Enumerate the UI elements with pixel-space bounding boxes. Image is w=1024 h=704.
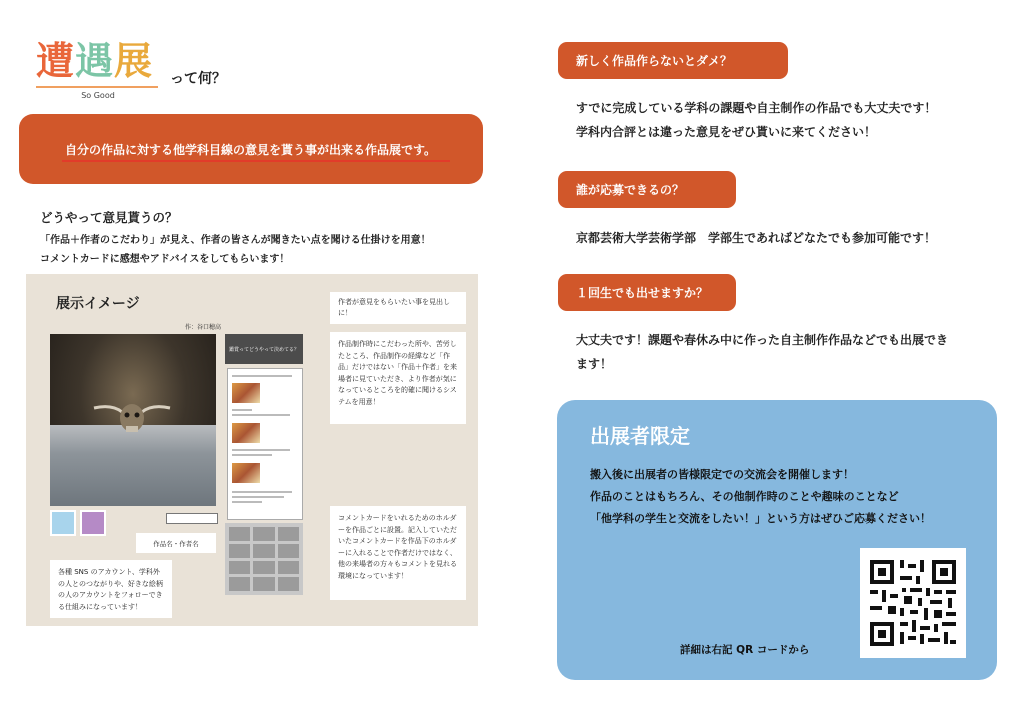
name-plate (166, 513, 218, 524)
logo-char-3: 展 (114, 39, 152, 83)
logo-subtitle: So Good (81, 91, 115, 100)
logo-underline (36, 86, 158, 88)
intro-banner-text: 自分の作品に対する他学科目線の意見を貰う事が出来る作品展です。 (65, 143, 437, 157)
exhibitor-text-3: 「他学科の学生と交流をしたい！」という方はぜひご応募ください！ (590, 512, 931, 525)
info-board (227, 368, 303, 520)
exhibitor-text-2: 作品のことはもちろん、その他制作時のことや趣味のことなど (590, 490, 899, 503)
callout-heading: 作者が意見をもらいたい事を見出しに！ (330, 292, 466, 324)
callout-holder: コメントカードをいれるためのホルダーを作品ごとに設置。記入していただいたコメントカードを作品下のホルダーに入れることで作者だけではなく、他の来場者の方々もコメントを見れる環境になっています！ (330, 506, 466, 600)
faq-answer-3a: 大丈夫です！課題や春休み中に作った自主制作作品などでも出展でき (576, 333, 949, 347)
name-label: 作品名・作者名 (136, 533, 216, 553)
faq-answer-1a: すでに完成している学科の課題や自主制作の作品でも大丈夫です！ (576, 101, 937, 115)
callout-sns: 各種 SNS のアカウント、学科外の人とのつながりや、好きな絵柄の人のアカウントをフォローできる仕組みになっています！ (50, 560, 172, 618)
logo-char-1: 遭 (36, 39, 74, 83)
faq-answer-3b: ます！ (576, 357, 613, 371)
logo-char-2: 遇 (75, 39, 113, 83)
intro-banner-underline (62, 160, 450, 162)
page-title-suffix: って何？ (170, 71, 226, 87)
board-heading: 鑑賞ってどうやって決めてる？ (225, 334, 303, 364)
artwork-cloth (50, 425, 216, 506)
how-heading: どうやって意見貰うの？ (40, 210, 178, 225)
sns-card-purple (80, 510, 106, 536)
exhibit-author: 作：谷口穂高 (185, 324, 222, 331)
faq-question-3: １回生でも出せますか？ (558, 274, 736, 311)
callout-board: 作品制作時にこだわった所や、苦労したところ、作品制作の経緯など「作品」だけではない「作品＋作者」を来場者に見ていただき、より作者が気になっているところを的確に聞けるシステムを用意！ (330, 332, 466, 424)
faq-question-2: 誰が応募できるの？ (558, 171, 736, 208)
faq-question-1: 新しく作品作らないとダメ？ (558, 42, 788, 79)
sns-card-blue (50, 510, 76, 536)
logo (36, 38, 160, 100)
exhibitor-title: 出展者限定 (590, 424, 690, 448)
exhibitor-text-1: 搬入後に出展者の皆様限定での交流会を開催します！ (590, 468, 854, 481)
faq-answer-2: 京都芸術大学芸術学部 学部生であればどなたでも参加可能です！ (576, 231, 937, 245)
how-text-1: 「作品＋作者のこだわり」が見え、作者の皆さんが聞きたい点を聞ける仕掛けを用意！ (40, 235, 431, 246)
how-text-2: コメントカードに感想やアドバイスをしてもらいます！ (40, 254, 290, 265)
artwork-skull (92, 398, 172, 436)
faq-answer-1b: 学科内合評とは違った意見をぜひ貰いに来てください！ (576, 125, 877, 139)
comment-card-holder (225, 523, 303, 595)
qr-code[interactable] (860, 548, 966, 658)
qr-caption: 詳細は右記 QR コードから (680, 644, 810, 656)
exhibit-title: 展示イメージ (56, 296, 140, 312)
